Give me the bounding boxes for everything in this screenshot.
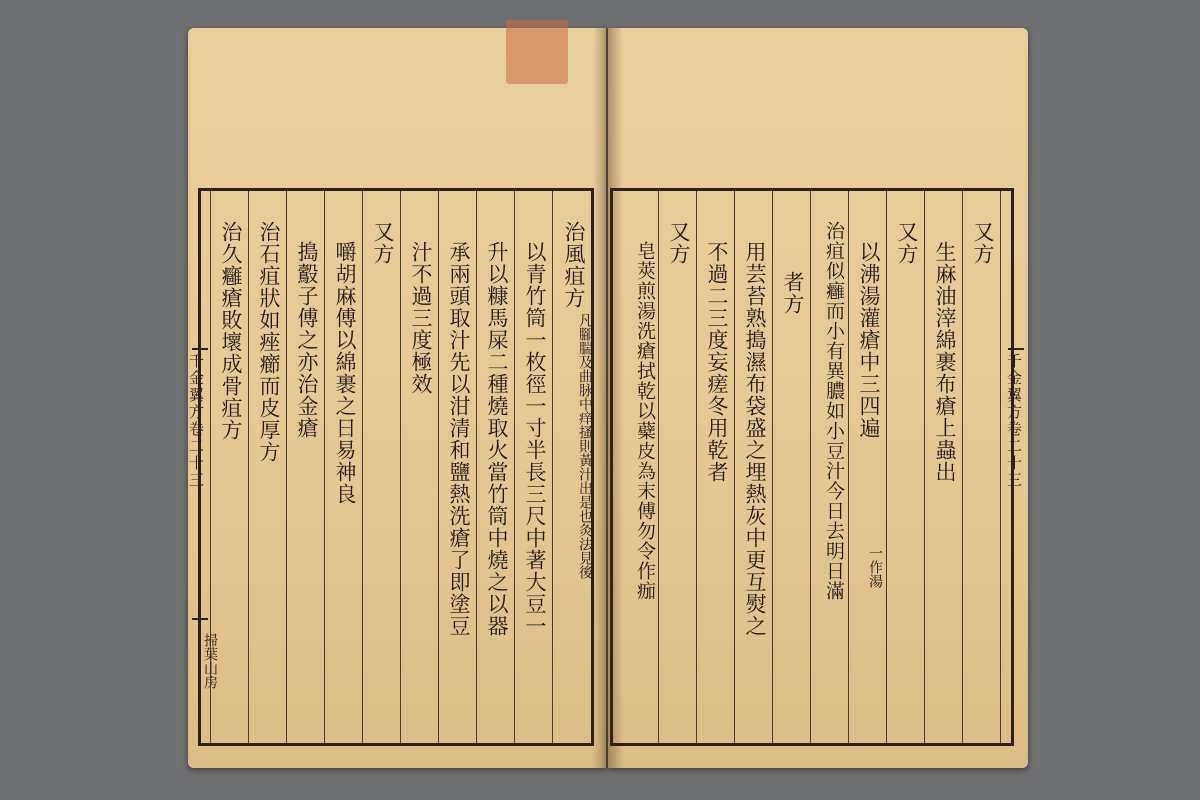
column-text: 治風疽方: [562, 221, 586, 309]
book-gutter: [593, 28, 623, 768]
right-col-4: [849, 191, 887, 743]
fishtail-mark: [192, 618, 208, 620]
right-col-7: [735, 191, 773, 743]
column-text: 皂莢煎湯洗瘡拭乾以蘗皮為末傅勿令作痂: [634, 241, 656, 601]
right-col-5: [811, 191, 849, 743]
column-text: 又方: [371, 221, 395, 265]
left-col-4: [439, 191, 477, 743]
column-text: 者方: [781, 271, 805, 315]
left-col-5: [401, 191, 439, 743]
column-text: 不過二三度妄瘥冬用乾者: [705, 241, 729, 483]
right-page: [608, 28, 1028, 768]
left-margin-title: 千金翼方卷二十三: [187, 353, 205, 489]
left-col-6: [363, 191, 401, 743]
right-col-3: [887, 191, 925, 743]
left-col-7: [325, 191, 363, 743]
right-col-2: [925, 191, 963, 743]
library-seal: [506, 20, 568, 84]
column-text: 承兩頭取汁先以泔清和鹽熱洗瘡了即塗豆: [447, 241, 471, 637]
column-text: 以青竹筒一枚徑一寸半長三尺中著大豆一: [523, 241, 547, 637]
left-page: [188, 28, 606, 768]
left-col-1: [553, 191, 591, 743]
fishtail-mark: [192, 348, 208, 350]
column-text: 治疽似癰而小有異膿如小豆汁今日去明日滿: [823, 221, 845, 601]
column-text: 治石疽狀如痤癤而皮厚方: [257, 221, 281, 463]
right-col-10: [621, 191, 659, 743]
column-text: 治久癰瘡敗壞成骨疽方: [219, 221, 243, 441]
fishtail-mark: [1008, 348, 1024, 350]
column-text: 又方: [971, 221, 995, 265]
column-text: 又方: [895, 221, 919, 265]
left-col-2: [515, 191, 553, 743]
left-col-3: [477, 191, 515, 743]
left-col-9: [249, 191, 287, 743]
column-text: 搗鷇子傅之亦治金瘡: [295, 241, 319, 439]
left-text-frame: [198, 188, 594, 746]
publisher-name: 掃葉山房: [202, 633, 218, 689]
right-margin-title: 千金翼方卷二十三: [1005, 353, 1023, 489]
right-col-6: [773, 191, 811, 743]
right-col-8: [697, 191, 735, 743]
column-note: 一作湯: [867, 546, 883, 588]
column-text: 以沸湯灌瘡中三四遍: [857, 241, 881, 439]
open-book: [188, 28, 1036, 773]
column-text: 用芸苔熟搗濕布袋盛之埋熱灰中更互熨之: [743, 241, 767, 637]
column-text: 又方: [667, 221, 691, 265]
column-text: 汁不過三度極效: [409, 241, 433, 395]
right-text-frame: [610, 188, 1014, 746]
right-col-1: [963, 191, 1001, 743]
column-note: 凡腳腨及曲脉中痒搔則黃汁出是也灸法見後: [577, 313, 593, 579]
column-text: 嚼胡麻傅以綿裹之日易神良: [333, 241, 357, 505]
left-col-8: [287, 191, 325, 743]
column-text: 升以糠馬屎二種燒取火當竹筒中燒之以器: [485, 241, 509, 637]
right-col-9: [659, 191, 697, 743]
column-text: 生麻油滓綿裹布瘡上蟲出: [933, 241, 957, 483]
